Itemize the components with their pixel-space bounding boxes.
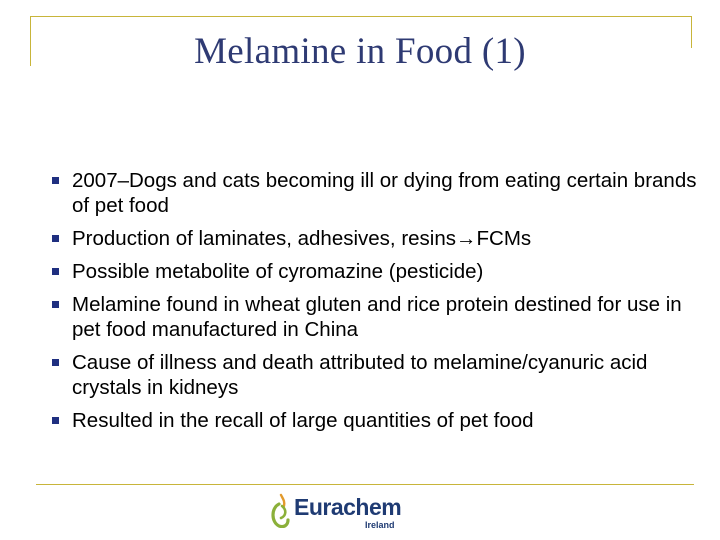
- bullet-text: Melamine found in wheat gluten and rice protein destined for use in pet food manufactured in China: [72, 293, 682, 341]
- bullet-item: [58, 168, 708, 218]
- eurachem-logo: [270, 490, 410, 532]
- square-bullet-icon: [52, 235, 59, 242]
- bullet-text: Production of laminates, adhesives, resins→FCMs: [72, 227, 532, 250]
- bullet-item: [58, 350, 708, 400]
- square-bullet-icon: [52, 177, 59, 184]
- logo-subtext: Ireland: [365, 520, 395, 530]
- square-bullet-icon: [52, 359, 59, 366]
- bullet-list: [58, 168, 708, 441]
- square-bullet-icon: [52, 301, 59, 308]
- square-bullet-icon: [52, 417, 59, 424]
- bullet-item: [58, 292, 708, 342]
- eurachem-flask-icon: [270, 492, 292, 528]
- bullet-item: [58, 259, 708, 284]
- frame-bottom-line: [36, 484, 694, 485]
- slide-title: Melamine in Food (1): [194, 31, 526, 72]
- bullet-item: [58, 408, 708, 433]
- bullet-item: [58, 226, 708, 251]
- bullet-text: Cause of illness and death attributed to melamine/cyanuric acid crystals in kidneys: [72, 351, 648, 399]
- frame-top-line: [30, 16, 692, 17]
- bullet-text: Resulted in the recall of large quantities of pet food: [72, 409, 534, 432]
- square-bullet-icon: [52, 268, 59, 275]
- bullet-text: 2007–Dogs and cats becoming ill or dying from eating certain brands of pet food: [72, 169, 697, 217]
- bullet-text: Possible metabolite of cyromazine (pesticide): [72, 260, 484, 283]
- logo-wordmark: Eurachem: [294, 494, 402, 520]
